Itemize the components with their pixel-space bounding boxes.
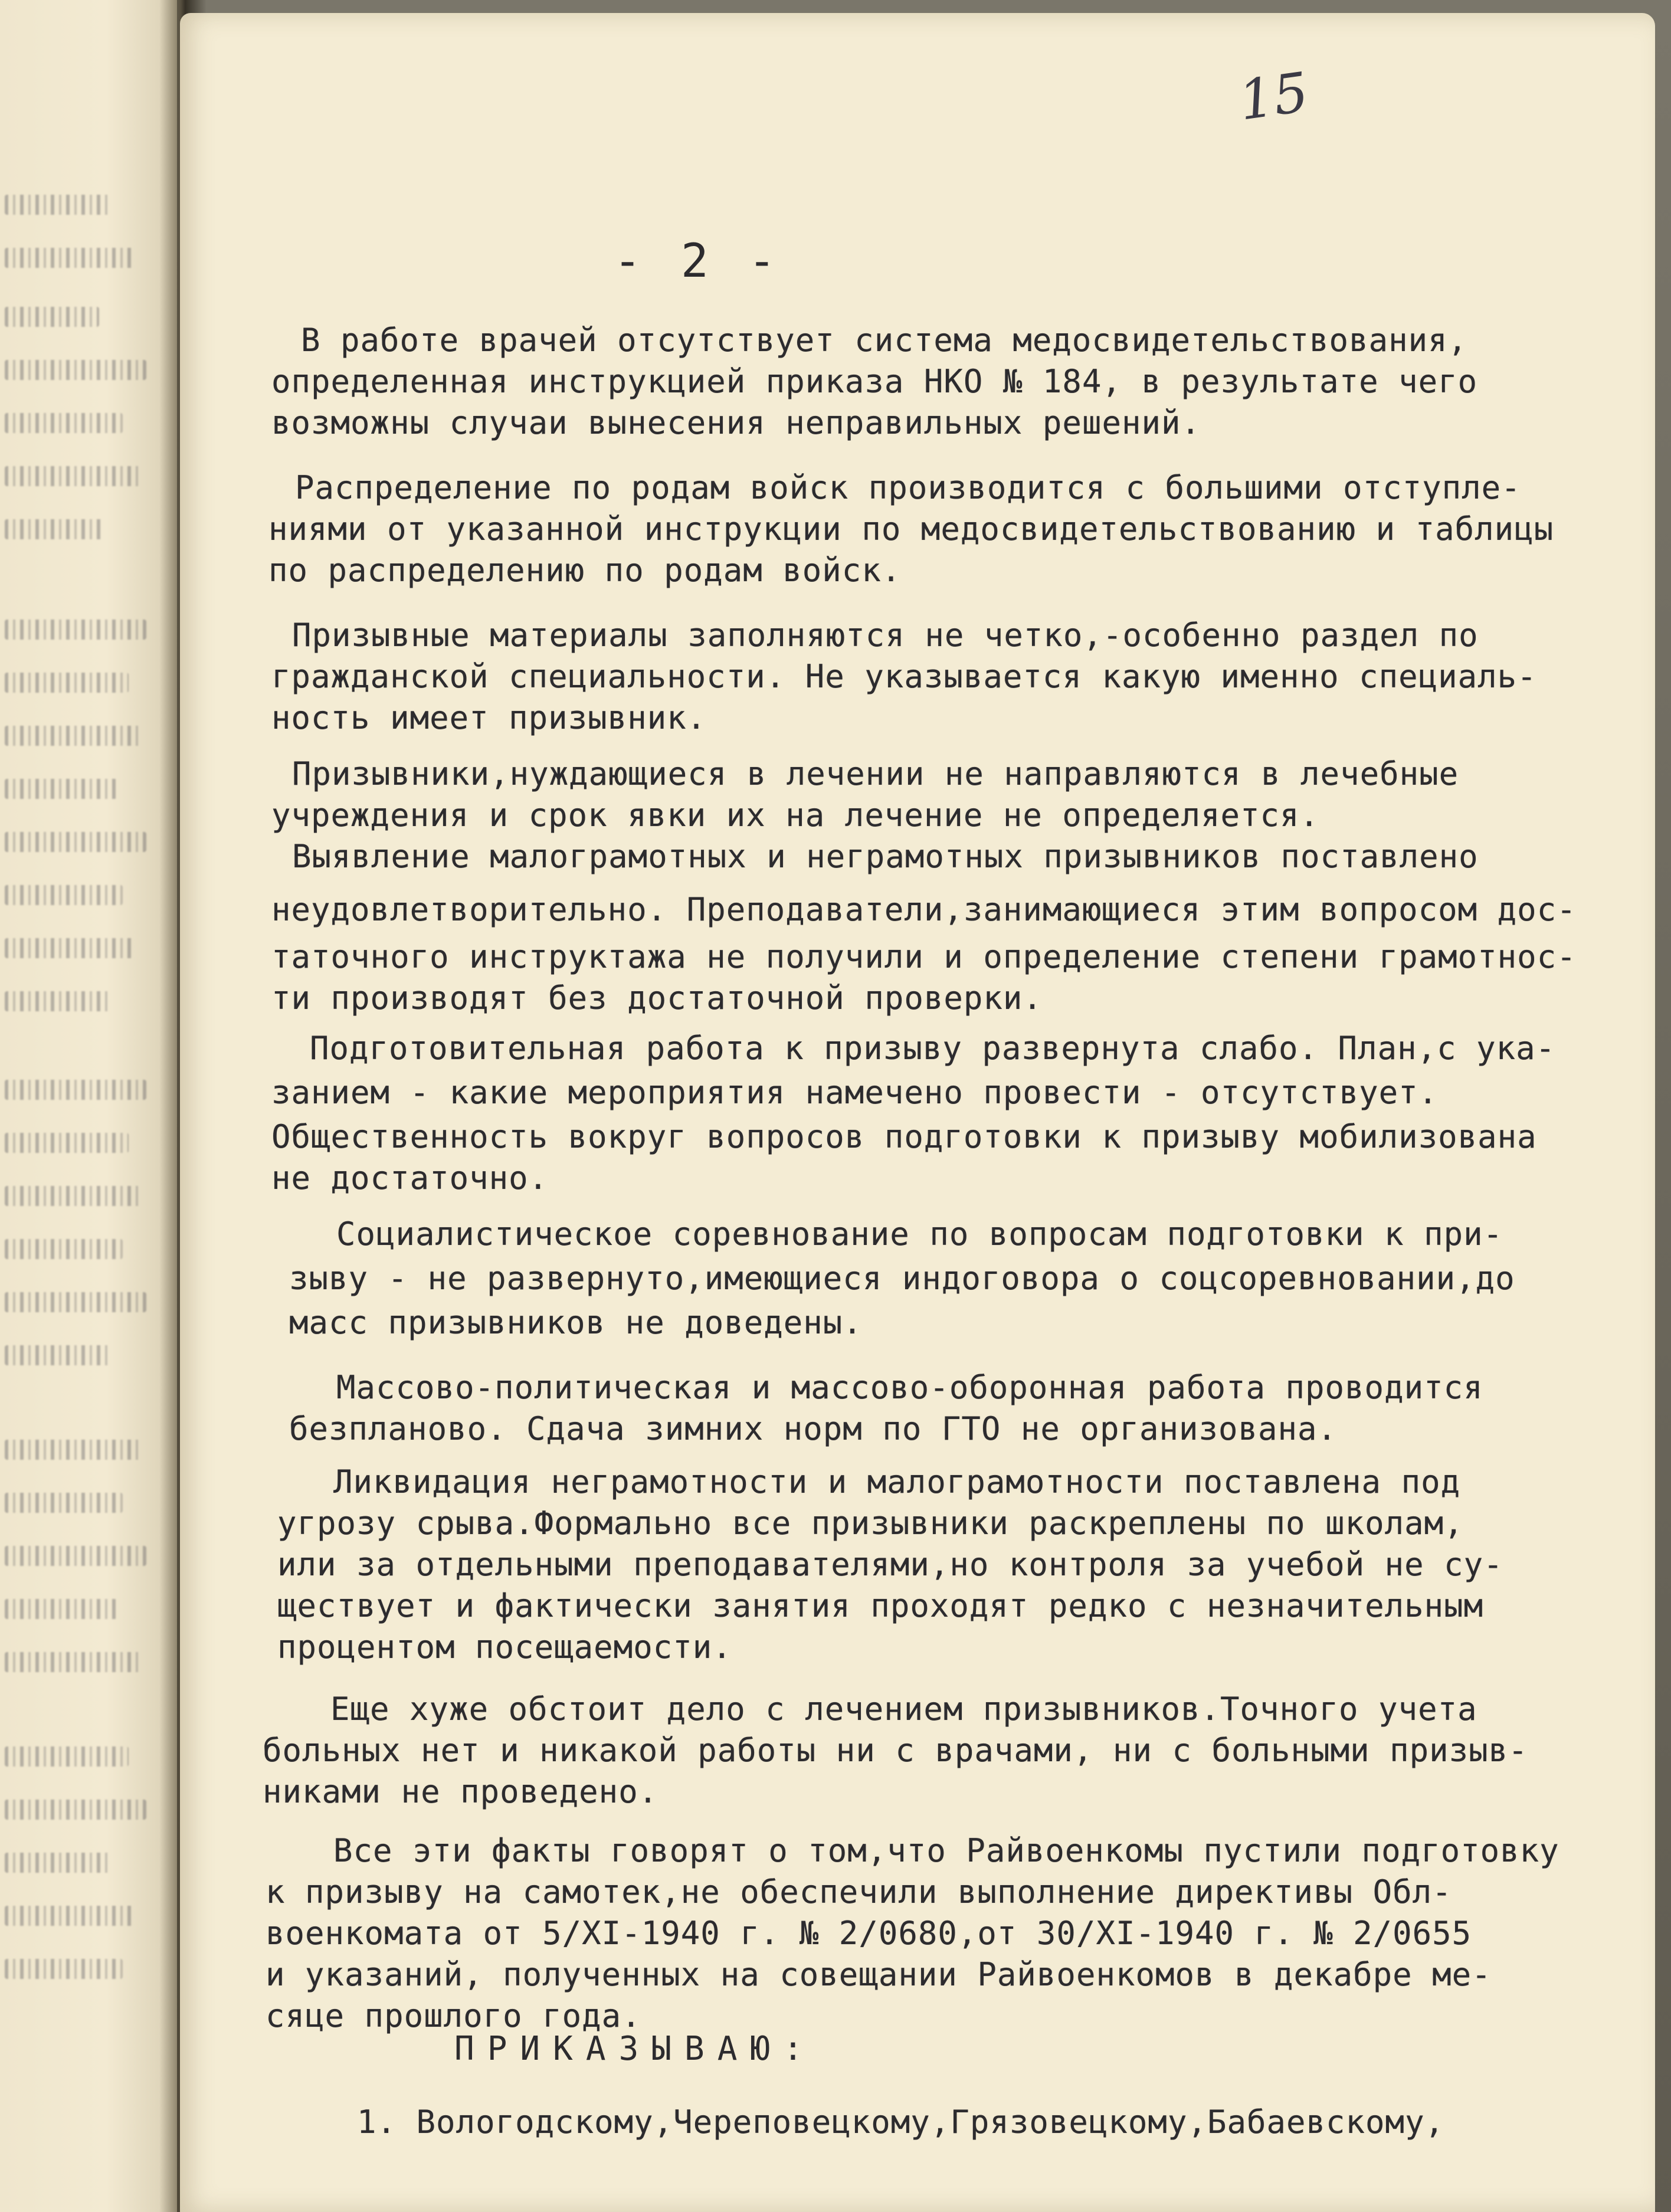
bleed-through-text [5,1186,140,1206]
bleed-through-text [5,1746,129,1767]
text-line: ниями от указанной инструкции по медосвидетельствованию и таблицы [268,510,1554,548]
bleed-through-text [5,1239,123,1259]
bleed-through-text [5,307,99,327]
text-line: и указаний, полученных на совещании Райвоенкомов в декабре ме- [266,1956,1492,1993]
bleed-through-text [5,1493,123,1513]
handwritten-page-number: 15 [1235,60,1312,133]
text-line: гражданской специальности. Не указывается какую именно специаль- [271,658,1537,695]
bleed-through-text [5,991,111,1011]
text-line: безпланово. Сдача зимних норм по ГТО не организована. [289,1410,1338,1447]
text-line: не достаточно. [271,1159,549,1197]
bleed-through-text [5,1345,111,1365]
order-item: 1. Вологодскому,Череповецкому,Грязовецкому,Бабаевскому, [357,2103,1445,2141]
bleed-through-text [5,673,129,693]
text-line: Еще хуже обстоит дело с лечением призывников.Точного учета [330,1690,1477,1728]
text-line: Все эти факты говорят о том,что Райвоенкомы пустили подготовку [333,1832,1559,1869]
text-line: зыву - не развернуто,имеющиеся индоговора о соцсоревновании,до [289,1260,1515,1297]
text-line: В работе врачей отсутствует система медосвидетельствования, [301,322,1468,359]
text-line: Призывники,нуждающиеся в лечении не направляются в лечебные [292,755,1459,792]
text-line: больных нет и никакой работы ни с врачами, ни с больными призыв- [263,1732,1528,1769]
bleed-through-text [5,1292,146,1312]
text-line: масс призывников не доведены. [289,1304,863,1341]
bleed-through-text [5,1440,140,1460]
bleed-through-text [5,885,123,905]
bleed-through-text [5,1800,146,1820]
order-heading: ПРИКАЗЫВАЮ: [454,2030,816,2068]
bleed-through-text [5,1599,117,1619]
bleed-through-text [5,1853,111,1873]
text-line: ность имеет призывник. [271,699,707,736]
bleed-through-text [5,413,123,433]
page-header: - 2 - [614,235,782,288]
bleed-through-text [5,519,105,539]
bleed-through-text [5,248,135,268]
text-line: или за отдельными преподавателями,но контроля за учебой не су- [277,1546,1503,1583]
text-line: возможны случаи вынесения неправильных решений. [271,404,1201,441]
bleed-through-text [5,620,146,640]
text-line: занием - какие мероприятия намечено провести - отсутствует. [271,1074,1439,1111]
bleed-through-text [5,195,111,215]
text-line: Призывные материалы заполняются не четко,-особенно раздел по [292,617,1479,654]
bleed-through-text [5,832,146,852]
bleed-through-text [5,1133,129,1153]
text-line: Социалистическое соревнование по вопросам подготовки к при- [336,1215,1503,1253]
bleed-through-text [5,938,135,958]
bleed-through-text [5,1906,135,1926]
bleed-through-text [5,1959,123,1979]
bleed-through-text [5,1546,146,1566]
text-line: ти производят без достаточной проверки. [271,979,1043,1017]
text-line: определенная инструкцией приказа НКО № 184, в результате чего [271,363,1478,400]
text-line: Распределение по родам войск производится с большими отступле- [295,469,1521,506]
text-line: процентом посещаемости. [277,1628,732,1666]
bleed-through-text [5,1080,146,1100]
text-line: Общественность вокруг вопросов подготовки к призыву мобилизована [271,1118,1537,1155]
text-line: ществует и фактически занятия проходят редко с незначительным [277,1587,1484,1624]
text-line: военкомата от 5/XI-1940 г. № 2/0680,от 30/XI-1940 г. № 2/0655 [266,1915,1472,1952]
text-line: Выявление малограмотных и неграмотных призывников поставлено [292,838,1479,875]
text-line: учреждения и срок явки их на лечение не определяется. [271,797,1320,834]
text-line: неудовлетворительно. Преподаватели,занимающиеся этим вопросом дос- [271,891,1577,928]
text-line: Массово-политическая и массово-оборонная работа проводится [336,1369,1483,1406]
bleed-through-text [5,726,140,746]
text-line: сяце прошлого года. [266,1997,641,2034]
text-line: Подготовительная работа к призыву развернута слабо. План,с ука- [310,1030,1556,1067]
previous-page-edge [0,0,177,2212]
text-line: к призыву на самотек,не обеспечили выполнение директивы Обл- [266,1873,1452,1910]
text-line: таточного инструктажа не получили и определение степени грамотнос- [271,938,1577,975]
bleed-through-text [5,360,146,380]
text-line: угрозу срыва.Формально все призывники раскреплены по школам, [277,1505,1464,1542]
bleed-through-text [5,466,140,486]
bleed-through-text [5,779,117,799]
text-line: по распределению по родам войск. [268,552,902,589]
text-line: Ликвидация неграмотности и малограмотности поставлена под [333,1463,1461,1500]
bleed-through-text [5,1652,140,1672]
text-line: никами не проведено. [263,1773,658,1810]
